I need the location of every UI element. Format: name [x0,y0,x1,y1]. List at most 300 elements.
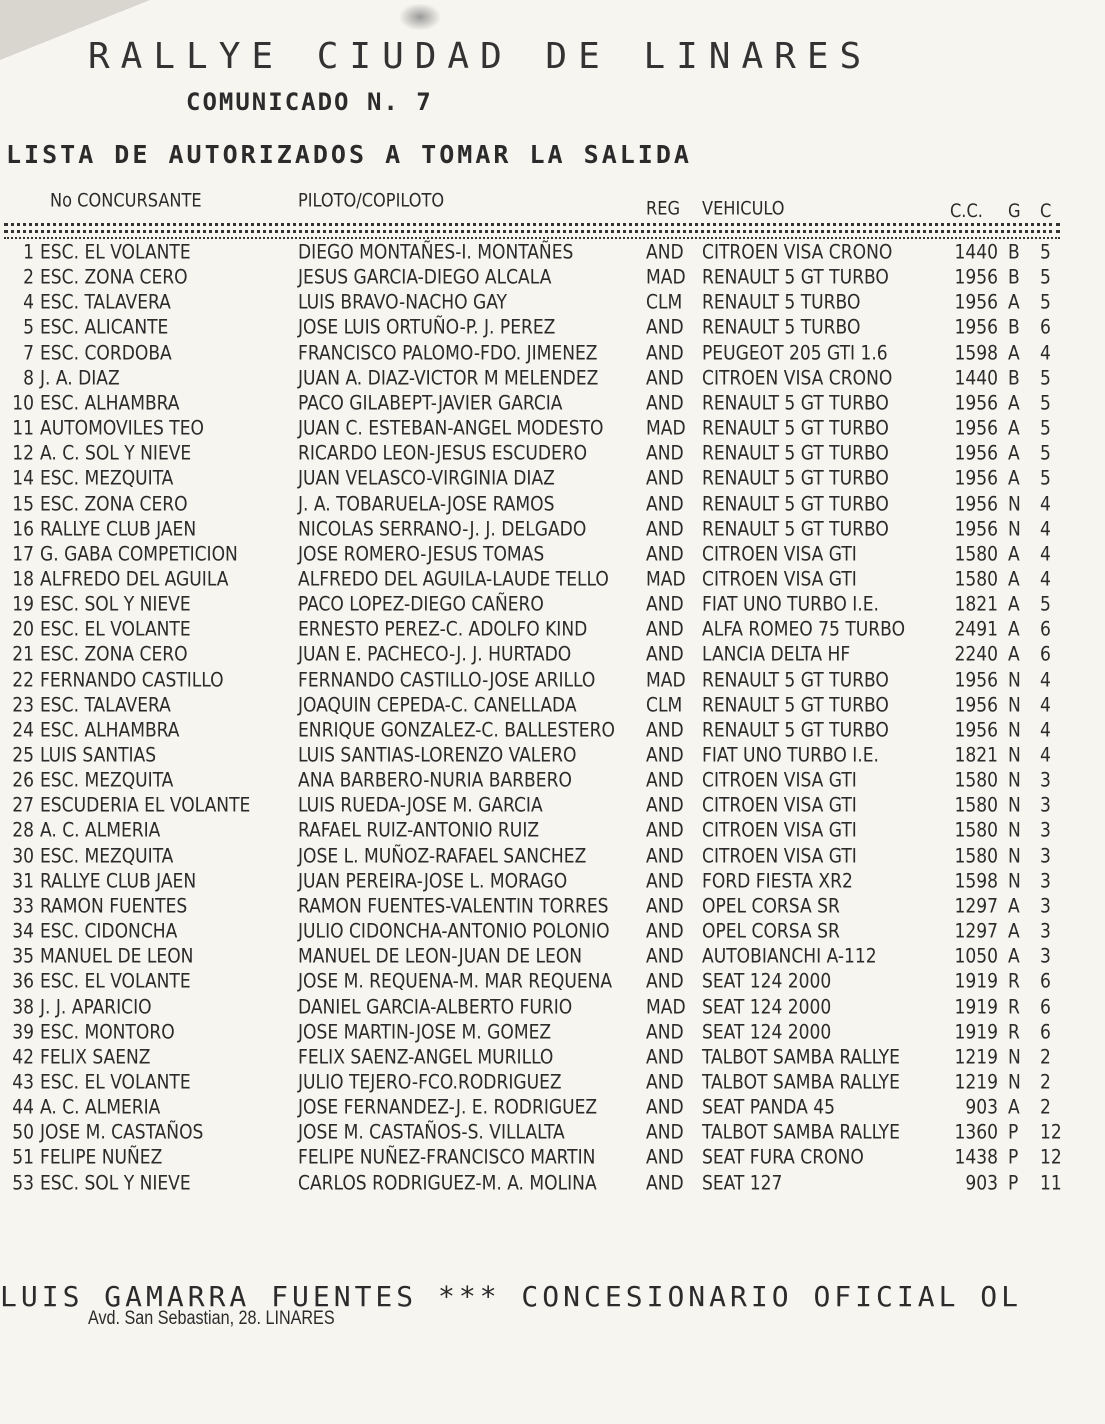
entry-piloto-copiloto: DIEGO MONTAÑES-I. MONTAÑES [298,240,574,264]
entry-number [2,315,34,341]
entry-piloto-copiloto: MANUEL DE LEON-JUAN DE LEON [298,944,583,968]
entry-cc-value: 1956 [954,718,998,742]
entry-piloto-copiloto: JOSE LUIS ORTUÑO-P. J. PEREZ [298,315,556,339]
entry-cc [950,1145,998,1171]
entry-vehiculo: OPEL CORSA SR [702,919,840,943]
entry-number-value: 7 [23,341,34,365]
entry-c: 12 [1040,1120,1062,1144]
entry-concursante: ESCUDERIA EL VOLANTE [40,793,251,817]
entry-number [2,516,34,542]
footer-address: Avd. San Sebastian, 28. LINARES [88,1308,335,1329]
header-cc: C.C. [950,199,983,223]
entry-cc-value: 1297 [954,894,998,918]
entry-reg: AND [646,1045,684,1069]
entry-number [2,969,34,995]
entry-cc-value: 1580 [954,768,998,792]
entry-number-value: 8 [23,366,34,390]
entry-number-value: 27 [12,793,34,817]
entry-number [2,1044,34,1070]
header-g: G [1008,199,1021,223]
entry-g: A [1008,894,1020,918]
entry-reg: AND [646,1120,684,1144]
entry-g: R [1008,969,1020,993]
table-row [0,642,1105,668]
entry-vehiculo: SEAT 127 [702,1170,783,1195]
entry-concursante: FELIPE NUÑEZ [40,1145,163,1169]
entry-reg: AND [646,768,684,792]
entry-vehiculo: RENAULT 5 GT TURBO [702,441,889,465]
entry-c: 11 [1040,1170,1062,1195]
table-row [0,793,1105,819]
document-subtitle: COMUNICADO N. 7 [186,88,433,116]
table-row [0,365,1105,391]
entry-cc [950,768,998,794]
entry-cc [950,1069,998,1095]
entry-g: A [1008,1095,1020,1119]
entry-c: 2 [1040,1045,1051,1069]
entry-g: N [1008,1045,1021,1069]
entry-number-value: 14 [12,466,34,490]
entry-reg: MAD [646,416,686,440]
entry-vehiculo: RENAULT 5 GT TURBO [702,491,889,516]
table-row [0,1120,1105,1146]
entry-vehiculo: CITROEN VISA CRONO [702,366,893,390]
entry-cc [950,918,998,944]
entry-cc [950,441,998,467]
entry-vehiculo: RENAULT 5 GT TURBO [702,693,889,717]
entry-reg: AND [646,1070,684,1094]
entry-cc-value: 1956 [954,466,998,490]
entry-cc-value: 1580 [954,844,998,868]
entry-g: A [1008,592,1020,616]
table-row [0,1094,1105,1120]
entry-piloto-copiloto: CARLOS RODRIGUEZ-M. A. MOLINA [298,1170,597,1195]
entry-cc-value: 1580 [954,793,998,817]
entry-number [2,340,34,366]
entry-number [2,390,34,416]
table-row [0,768,1105,794]
entry-piloto-copiloto: JUAN E. PACHECO-J. J. HURTADO [298,642,572,666]
entry-g: P [1008,1120,1019,1144]
entry-number [2,768,34,794]
entry-piloto-copiloto: FELIX SAENZ-ANGEL MURILLO [298,1045,554,1069]
entry-number-value: 36 [12,969,34,993]
entry-number [2,843,34,869]
table-row [0,918,1105,944]
entry-vehiculo: SEAT FURA CRONO [702,1145,864,1169]
entry-g: A [1008,391,1020,415]
entry-piloto-copiloto: LUIS BRAVO-NACHO GAY [298,290,507,314]
entry-cc [950,944,998,970]
entry-reg: AND [646,894,684,918]
entry-c: 6 [1040,969,1051,993]
entry-g: A [1008,642,1020,666]
entry-number-value: 23 [12,693,34,717]
entry-piloto-copiloto: JUAN VELASCO-VIRGINIA DIAZ [298,466,555,490]
entry-cc-value: 1821 [954,743,998,767]
entry-cc-value: 1956 [954,517,998,541]
entry-g: B [1008,366,1020,390]
entry-concursante: JOSE M. CASTAÑOS [40,1120,204,1144]
entry-c: 3 [1040,768,1051,792]
table-row [0,692,1105,718]
entry-reg: MAD [646,265,686,289]
entry-concursante: ESC. EL VOLANTE [40,1070,191,1094]
table-row [0,491,1105,517]
entry-vehiculo: RENAULT 5 GT TURBO [702,718,889,742]
entry-reg: MAD [646,567,686,591]
entry-reg: CLM [646,290,683,314]
entry-reg: AND [646,818,684,842]
entry-cc-value: 1580 [954,818,998,842]
entry-number-value: 15 [12,491,34,516]
entry-vehiculo: RENAULT 5 GT TURBO [702,416,889,440]
table-row [0,441,1105,467]
entry-number-value: 24 [12,718,34,742]
entry-c: 5 [1040,265,1051,289]
entry-g: N [1008,793,1021,817]
entry-cc [950,642,998,668]
entry-reg: AND [646,1020,684,1044]
entry-vehiculo: TALBOT SAMBA RALLYE [702,1120,900,1144]
entry-cc [950,541,998,567]
table-row [0,466,1105,492]
entry-reg: MAD [646,667,686,692]
entry-g: R [1008,1020,1020,1044]
entry-cc-value: 1956 [954,693,998,717]
entry-vehiculo: RENAULT 5 GT TURBO [702,466,889,490]
entry-number-value: 17 [12,542,34,566]
table-row [0,667,1105,693]
entry-concursante: AUTOMOVILES TEO [40,416,204,440]
entry-piloto-copiloto: ERNESTO PEREZ-C. ADOLFO KIND [298,617,588,641]
table-row [0,415,1105,441]
entry-reg: AND [646,1095,684,1119]
table-row [0,1069,1105,1095]
entry-piloto-copiloto: LUIS RUEDA-JOSE M. GARCIA [298,793,543,817]
entry-piloto-copiloto: JUAN C. ESTEBAN-ANGEL MODESTO [298,416,604,440]
entry-reg: AND [646,944,684,968]
table-row [0,893,1105,919]
entry-cc-value: 2491 [954,617,998,641]
entry-concursante: A. C. SOL Y NIEVE [40,441,192,465]
entry-number [2,617,34,643]
entry-number [2,742,34,768]
entry-number-value: 30 [12,844,34,868]
entry-vehiculo: LANCIA DELTA HF [702,642,851,666]
entry-c: 4 [1040,542,1051,566]
entry-reg: AND [646,1145,684,1169]
entry-vehiculo: CITROEN VISA GTI [702,542,857,566]
table-row [0,1019,1105,1045]
entry-c: 4 [1040,567,1051,591]
entry-reg: AND [646,315,684,339]
entry-piloto-copiloto: FRANCISCO PALOMO-FDO. JIMENEZ [298,341,598,365]
entry-cc-value: 903 [965,1095,998,1119]
entry-vehiculo: CITROEN VISA GTI [702,844,857,868]
entry-cc [950,491,998,517]
entry-cc [950,390,998,416]
entry-cc-value: 1956 [954,391,998,415]
entry-c: 3 [1040,919,1051,943]
entry-number [2,717,34,743]
entry-cc [950,793,998,819]
entry-cc [950,340,998,366]
entry-concursante: FELIX SAENZ [40,1045,151,1069]
entry-piloto-copiloto: NICOLAS SERRANO-J. J. DELGADO [298,517,587,541]
entry-number-value: 19 [12,592,34,616]
entry-g: A [1008,466,1020,490]
entry-cc-value: 1919 [954,1020,998,1044]
table-row [0,390,1105,416]
entry-piloto-copiloto: ALFREDO DEL AGUILA-LAUDE TELLO [298,567,609,591]
entry-piloto-copiloto: JOSE M. CASTAÑOS-S. VILLALTA [298,1120,565,1144]
entry-number [2,290,34,316]
entry-vehiculo: RENAULT 5 TURBO [702,315,861,339]
entry-number-value: 2 [23,265,34,289]
table-row [0,868,1105,894]
entry-c: 3 [1040,944,1051,968]
entry-concursante: ESC. TALAVERA [40,693,171,717]
entry-number [2,591,34,617]
entry-g: N [1008,491,1021,516]
entry-concursante: ESC. CORDOBA [40,341,172,365]
entry-reg: AND [646,240,684,264]
entry-cc [950,239,998,265]
entry-piloto-copiloto: PACO LOPEZ-DIEGO CAÑERO [298,592,544,616]
entry-cc-value: 1821 [954,592,998,616]
entry-g: A [1008,542,1020,566]
entry-cc [950,742,998,768]
entry-vehiculo: RENAULT 5 TURBO [702,290,861,314]
entry-number-value: 10 [12,391,34,415]
entry-cc [950,1094,998,1120]
entry-piloto-copiloto: RICARDO LEON-JESUS ESCUDERO [298,441,588,465]
entry-concursante: RALLYE CLUB JAEN [40,517,197,541]
entry-vehiculo: FIAT UNO TURBO I.E. [702,743,879,767]
entry-vehiculo: SEAT 124 2000 [702,994,832,1019]
entry-cc [950,1044,998,1070]
entry-cc-value: 1297 [954,919,998,943]
entry-g: N [1008,718,1021,742]
entry-c: 5 [1040,290,1051,314]
entry-c: 4 [1040,718,1051,742]
entry-g: N [1008,844,1021,868]
document-title: RALLYE CIUDAD DE LINARES [88,36,873,77]
entry-number [2,566,34,592]
entry-number-value: 39 [12,1020,34,1044]
entry-cc [950,692,998,718]
entry-c: 6 [1040,315,1051,339]
header-no-concursante: No CONCURSANTE [50,189,202,212]
entry-reg: AND [646,1170,684,1195]
entry-cc [950,818,998,844]
entry-cc-value: 1956 [954,441,998,465]
entry-reg: AND [646,743,684,767]
entry-c: 6 [1040,994,1051,1019]
entry-concursante: ESC. ZONA CERO [40,491,188,516]
entry-reg: AND [646,391,684,415]
entry-cc-value: 1956 [954,667,998,692]
entry-piloto-copiloto: JOSE MARTIN-JOSE M. GOMEZ [298,1020,552,1044]
entry-concursante: MANUEL DE LEON [40,944,194,968]
entry-number-value: 12 [12,441,34,465]
entry-number [2,441,34,467]
entry-cc [950,290,998,316]
entry-g: A [1008,567,1020,591]
entry-number-value: 50 [12,1120,34,1144]
entry-c: 6 [1040,617,1051,641]
ink-smudge [400,4,440,30]
entry-concursante: ESC. ALICANTE [40,315,169,339]
entry-g: A [1008,944,1020,968]
entry-reg: AND [646,592,684,616]
entry-number-value: 26 [12,768,34,792]
entry-c: 3 [1040,869,1051,893]
entry-reg: AND [646,517,684,541]
entry-number-value: 51 [12,1145,34,1169]
entry-concursante: G. GABA COMPETICION [40,542,238,566]
entry-c: 4 [1040,341,1051,365]
entry-cc-value: 1956 [954,315,998,339]
entry-cc [950,617,998,643]
entry-number [2,893,34,919]
entry-concursante: ESC. MEZQUITA [40,768,174,792]
entry-number-value: 34 [12,919,34,943]
entry-number [2,265,34,291]
table-row [0,742,1105,768]
entry-number [2,667,34,693]
header-divider [4,230,1060,233]
entry-number-value: 33 [12,894,34,918]
entry-c: 3 [1040,818,1051,842]
entry-number [2,994,34,1020]
entry-cc-value: 1438 [954,1145,998,1169]
entry-c: 5 [1040,592,1051,616]
entry-cc-value: 1580 [954,542,998,566]
entry-vehiculo: OPEL CORSA SR [702,894,840,918]
entry-concursante: ESC. SOL Y NIEVE [40,592,191,616]
entry-number [2,365,34,391]
entry-g: B [1008,315,1020,339]
header-vehiculo: VEHICULO [702,197,785,220]
entry-cc-value: 1440 [954,240,998,264]
entry-reg: CLM [646,693,683,717]
entry-cc [950,893,998,919]
entry-number [2,491,34,517]
entry-cc [950,1170,998,1196]
entry-number-value: 4 [23,290,34,314]
entry-piloto-copiloto: JUAN A. DIAZ-VICTOR M MELENDEZ [298,366,599,390]
entry-number-value: 20 [12,617,34,641]
entry-g: A [1008,416,1020,440]
table-row [0,591,1105,617]
entry-number-value: 38 [12,994,34,1019]
entry-reg: AND [646,466,684,490]
header-piloto-copiloto: PILOTO/COPILOTO [298,189,445,212]
entry-number-value: 11 [12,416,34,440]
entry-g: N [1008,517,1021,541]
entry-cc-value: 1219 [954,1045,998,1069]
table-row [0,340,1105,366]
entry-reg: AND [646,919,684,943]
table-row [0,944,1105,970]
entry-number-value: 44 [12,1095,34,1119]
entry-c: 5 [1040,416,1051,440]
entry-vehiculo: TALBOT SAMBA RALLYE [702,1045,900,1069]
entry-c: 3 [1040,793,1051,817]
entry-cc [950,843,998,869]
entry-c: 5 [1040,240,1051,264]
entry-c: 12 [1040,1145,1062,1169]
table-row [0,1145,1105,1171]
entry-concursante: A. C. ALMERIA [40,818,161,842]
entry-cc [950,717,998,743]
entry-vehiculo: SEAT 124 2000 [702,1020,832,1044]
entry-cc [950,1019,998,1045]
entry-concursante: ESC. ZONA CERO [40,642,188,666]
entry-piloto-copiloto: J. A. TOBARUELA-JOSE RAMOS [298,491,555,516]
entry-number [2,793,34,819]
list-heading: LISTA DE AUTORIZADOS A TOMAR LA SALIDA [6,140,692,169]
entry-g: A [1008,617,1020,641]
entry-piloto-copiloto: JUAN PEREIRA-JOSE L. MORAGO [298,869,568,893]
table-row [0,265,1105,291]
entry-vehiculo: SEAT PANDA 45 [702,1095,835,1119]
table-row [0,843,1105,869]
entry-number [2,466,34,492]
entry-cc-value: 1919 [954,969,998,993]
entry-concursante: ESC. EL VOLANTE [40,617,191,641]
entry-cc-value: 1956 [954,416,998,440]
entry-c: 4 [1040,743,1051,767]
entry-vehiculo: AUTOBIANCHI A-112 [702,944,877,968]
entry-cc [950,969,998,995]
entry-c: 4 [1040,517,1051,541]
entry-reg: AND [646,869,684,893]
entry-piloto-copiloto: PACO GILABEPT-JAVIER GARCIA [298,391,563,415]
entry-number [2,239,34,265]
entry-c: 4 [1040,667,1051,692]
entry-number-value: 35 [12,944,34,968]
entry-cc [950,265,998,291]
entry-reg: AND [646,491,684,516]
entry-number-value: 16 [12,517,34,541]
entry-reg: AND [646,542,684,566]
entry-c: 2 [1040,1095,1051,1119]
entry-g: N [1008,818,1021,842]
entry-concursante: ESC. TALAVERA [40,290,171,314]
entry-number-value: 28 [12,818,34,842]
entry-g: N [1008,743,1021,767]
entry-vehiculo: RENAULT 5 GT TURBO [702,391,889,415]
entry-vehiculo: FIAT UNO TURBO I.E. [702,592,879,616]
entry-concursante: RALLYE CLUB JAEN [40,869,197,893]
entry-vehiculo: SEAT 124 2000 [702,969,832,993]
table-row [0,717,1105,743]
entry-piloto-copiloto: RAFAEL RUIZ-ANTONIO RUIZ [298,818,540,842]
entry-number [2,541,34,567]
entry-number-value: 25 [12,743,34,767]
entry-piloto-copiloto: JOSE FERNANDEZ-J. E. RODRIGUEZ [298,1095,598,1119]
entry-concursante: FERNANDO CASTILLO [40,667,224,692]
entry-cc-value: 1956 [954,265,998,289]
header-divider [4,223,1060,226]
entry-cc-value: 1919 [954,994,998,1019]
entry-piloto-copiloto: JOSE M. REQUENA-M. MAR REQUENA [298,969,613,993]
entry-concursante: ESC. MEZQUITA [40,844,174,868]
entry-g: A [1008,919,1020,943]
